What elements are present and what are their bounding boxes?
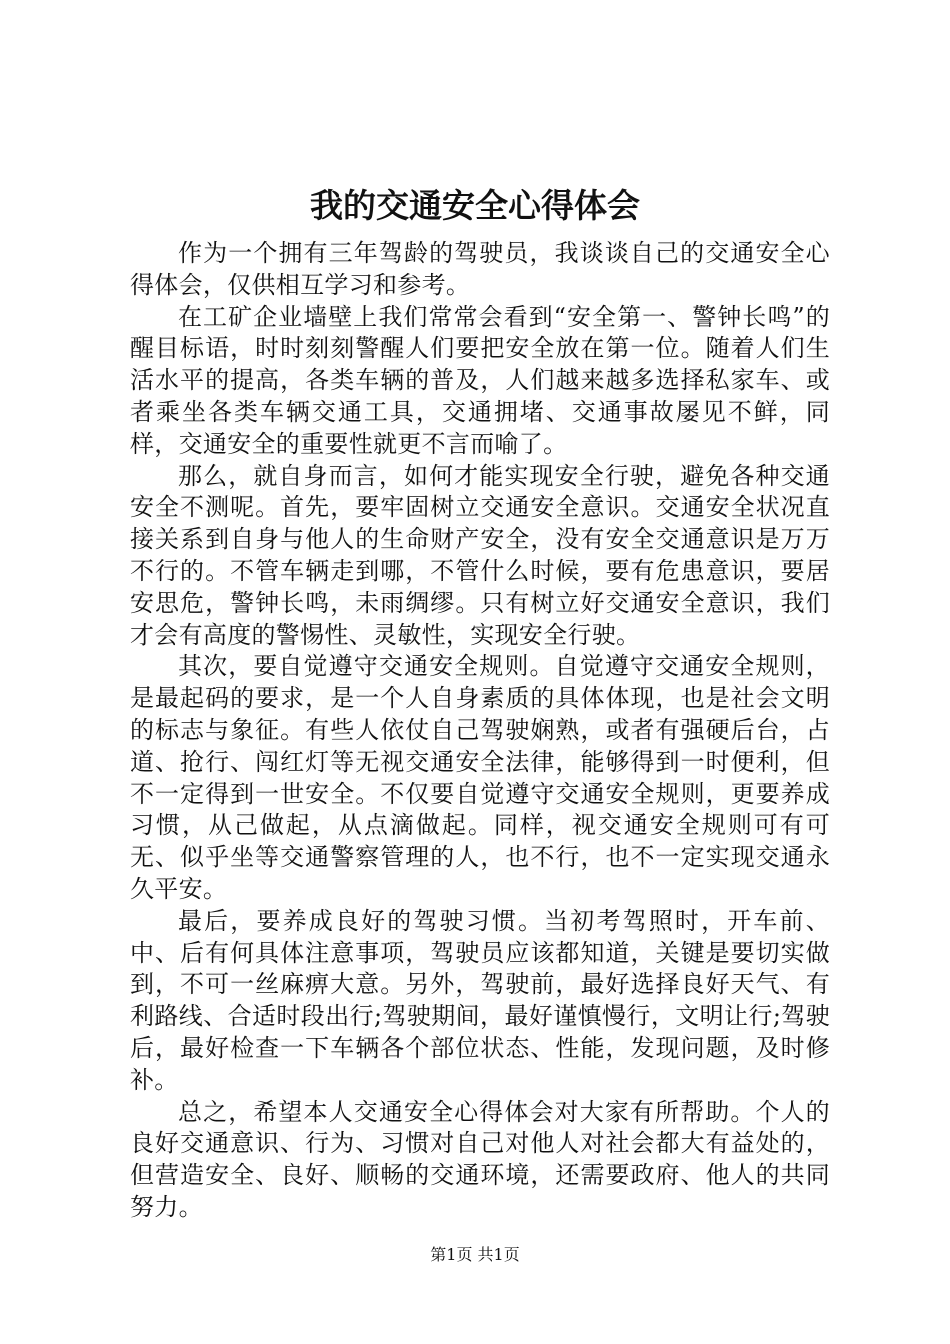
paragraph-driving-habits: 最后，要养成良好的驾驶习惯。当初考驾照时，开车前、中、后有何具体注意事项，驾驶员应该都知道，关键是要切实做到，不可一丝麻痹大意。另外，驾驶前，最好选择良好天气、有利路线、合适时段出行;驾驶期间，最好谨慎慢行，文明让行;驾驶后，最好检查一下车辆各个部位状态、性能，发现问题，及时修补。 bbox=[130, 906, 830, 1094]
paragraph-intro: 作为一个拥有三年驾龄的驾驶员，我谈谈自己的交通安全心得体会，仅供相互学习和参考。 bbox=[130, 239, 830, 299]
paragraph-safety-awareness: 那么，就自身而言，如何才能实现安全行驶，避免各种交通安全不测呢。首先，要牢固树立交通安全意识。交通安全状况直接关系到自身与他人的生命财产安全，没有安全交通意识是万万不行的。不管车辆走到哪，不管什么时候，要有危患意识，要居安思危，警钟长鸣，未雨绸缪。只有树立好交通安全意识，我们才会有高度的警惕性、灵敏性，实现安全行驶。 bbox=[130, 461, 830, 649]
page-footer: 第1页 共1页 bbox=[430, 1245, 520, 1264]
document-body bbox=[130, 238, 830, 1224]
paragraph-conclusion: 总之，希望本人交通安全心得体会对大家有所帮助。个人的良好交通意识、行为、习惯对自己对他人对社会都大有益处的，但营造安全、良好、顺畅的交通环境，还需要政府、他人的共同努力。 bbox=[130, 1097, 830, 1221]
paragraph-background: 在工矿企业墙壁上我们常常会看到“安全第一、警钟长鸣”的醒目标语，时时刻刻警醒人们要把安全放在第一位。随着人们生活水平的提高，各类车辆的普及，人们越来越多选择私家车、或者乘坐各类车辆交通工具，交通拥堵、交通事故屡见不鲜，同样，交通安全的重要性就更不言而喻了。 bbox=[130, 302, 830, 458]
document-title: 我的交通安全心得体会 bbox=[310, 186, 640, 225]
paragraph-traffic-rules: 其次，要自觉遵守交通安全规则。自觉遵守交通安全规则，是最起码的要求，是一个人自身素质的具体体现，也是社会文明的标志与象征。有些人依仗自己驾驶娴熟，或者有强硬后台，占道、抢行、闯红灯等无视交通安全法律，能够得到一时便利，但不一定得到一世安全。不仅要自觉遵守交通安全规则，更要养成习惯，从己做起，从点滴做起。同样，视交通安全规则可有可无、似乎坐等交通警察管理的人，也不行，也不一定实现交通永久平安。 bbox=[130, 652, 830, 903]
